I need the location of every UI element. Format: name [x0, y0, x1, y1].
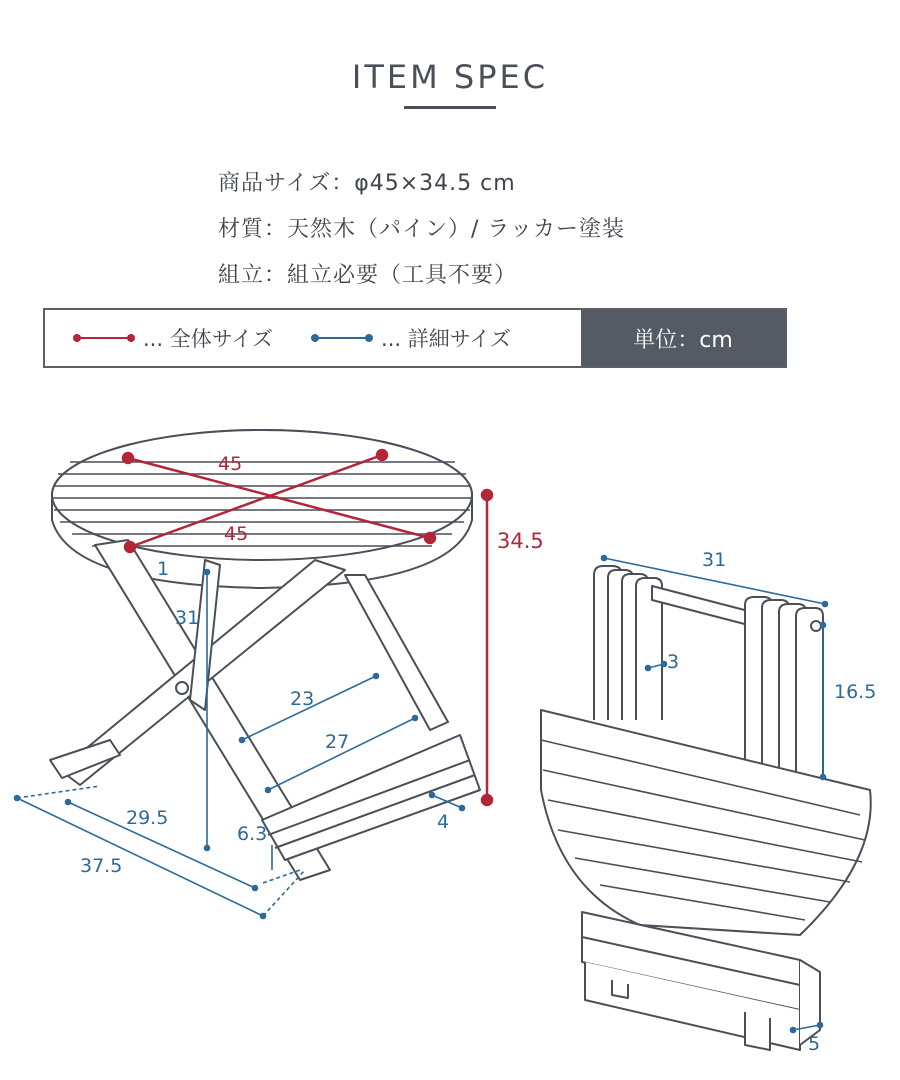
page-title: ITEM SPEC [351, 58, 549, 96]
dim-footprint: 37.5 [80, 855, 123, 877]
dim-top-diameter-b: 45 [224, 523, 249, 545]
dim-foot-width: 4 [437, 811, 450, 833]
spec-assembly: 組立：組立必要（工具不要） [218, 263, 518, 288]
spec-size: 商品サイズ：φ45×34.5 cm [218, 171, 516, 196]
dim-top-diameter-a: 45 [218, 453, 243, 475]
dim-rail-outer: 27 [325, 731, 350, 753]
dim-foot-height: 6.3 [237, 823, 268, 845]
spec-material: 材質：天然木（パイン）/ ラッカー塗装 [218, 217, 625, 242]
dim-leg-height: 31 [175, 607, 200, 629]
dim-folded-handle: 16.5 [834, 681, 877, 703]
unit-label: 単位：cm [581, 310, 785, 366]
folded-table-drawing [541, 566, 871, 1050]
dim-depth: 29.5 [126, 807, 169, 829]
dim-rail-inner: 23 [290, 688, 315, 710]
dim-leg-offset: 1 [157, 558, 170, 580]
dim-folded-thickness: 3 [667, 651, 680, 673]
dim-folded-foot: 5 [808, 1033, 821, 1055]
dim-folded-width: 31 [702, 549, 727, 571]
dim-height-total: 34.5 [497, 529, 544, 553]
legend-detail-label: ... 詳細サイズ [381, 327, 512, 351]
legend-overall-label: ... 全体サイズ [143, 327, 274, 351]
